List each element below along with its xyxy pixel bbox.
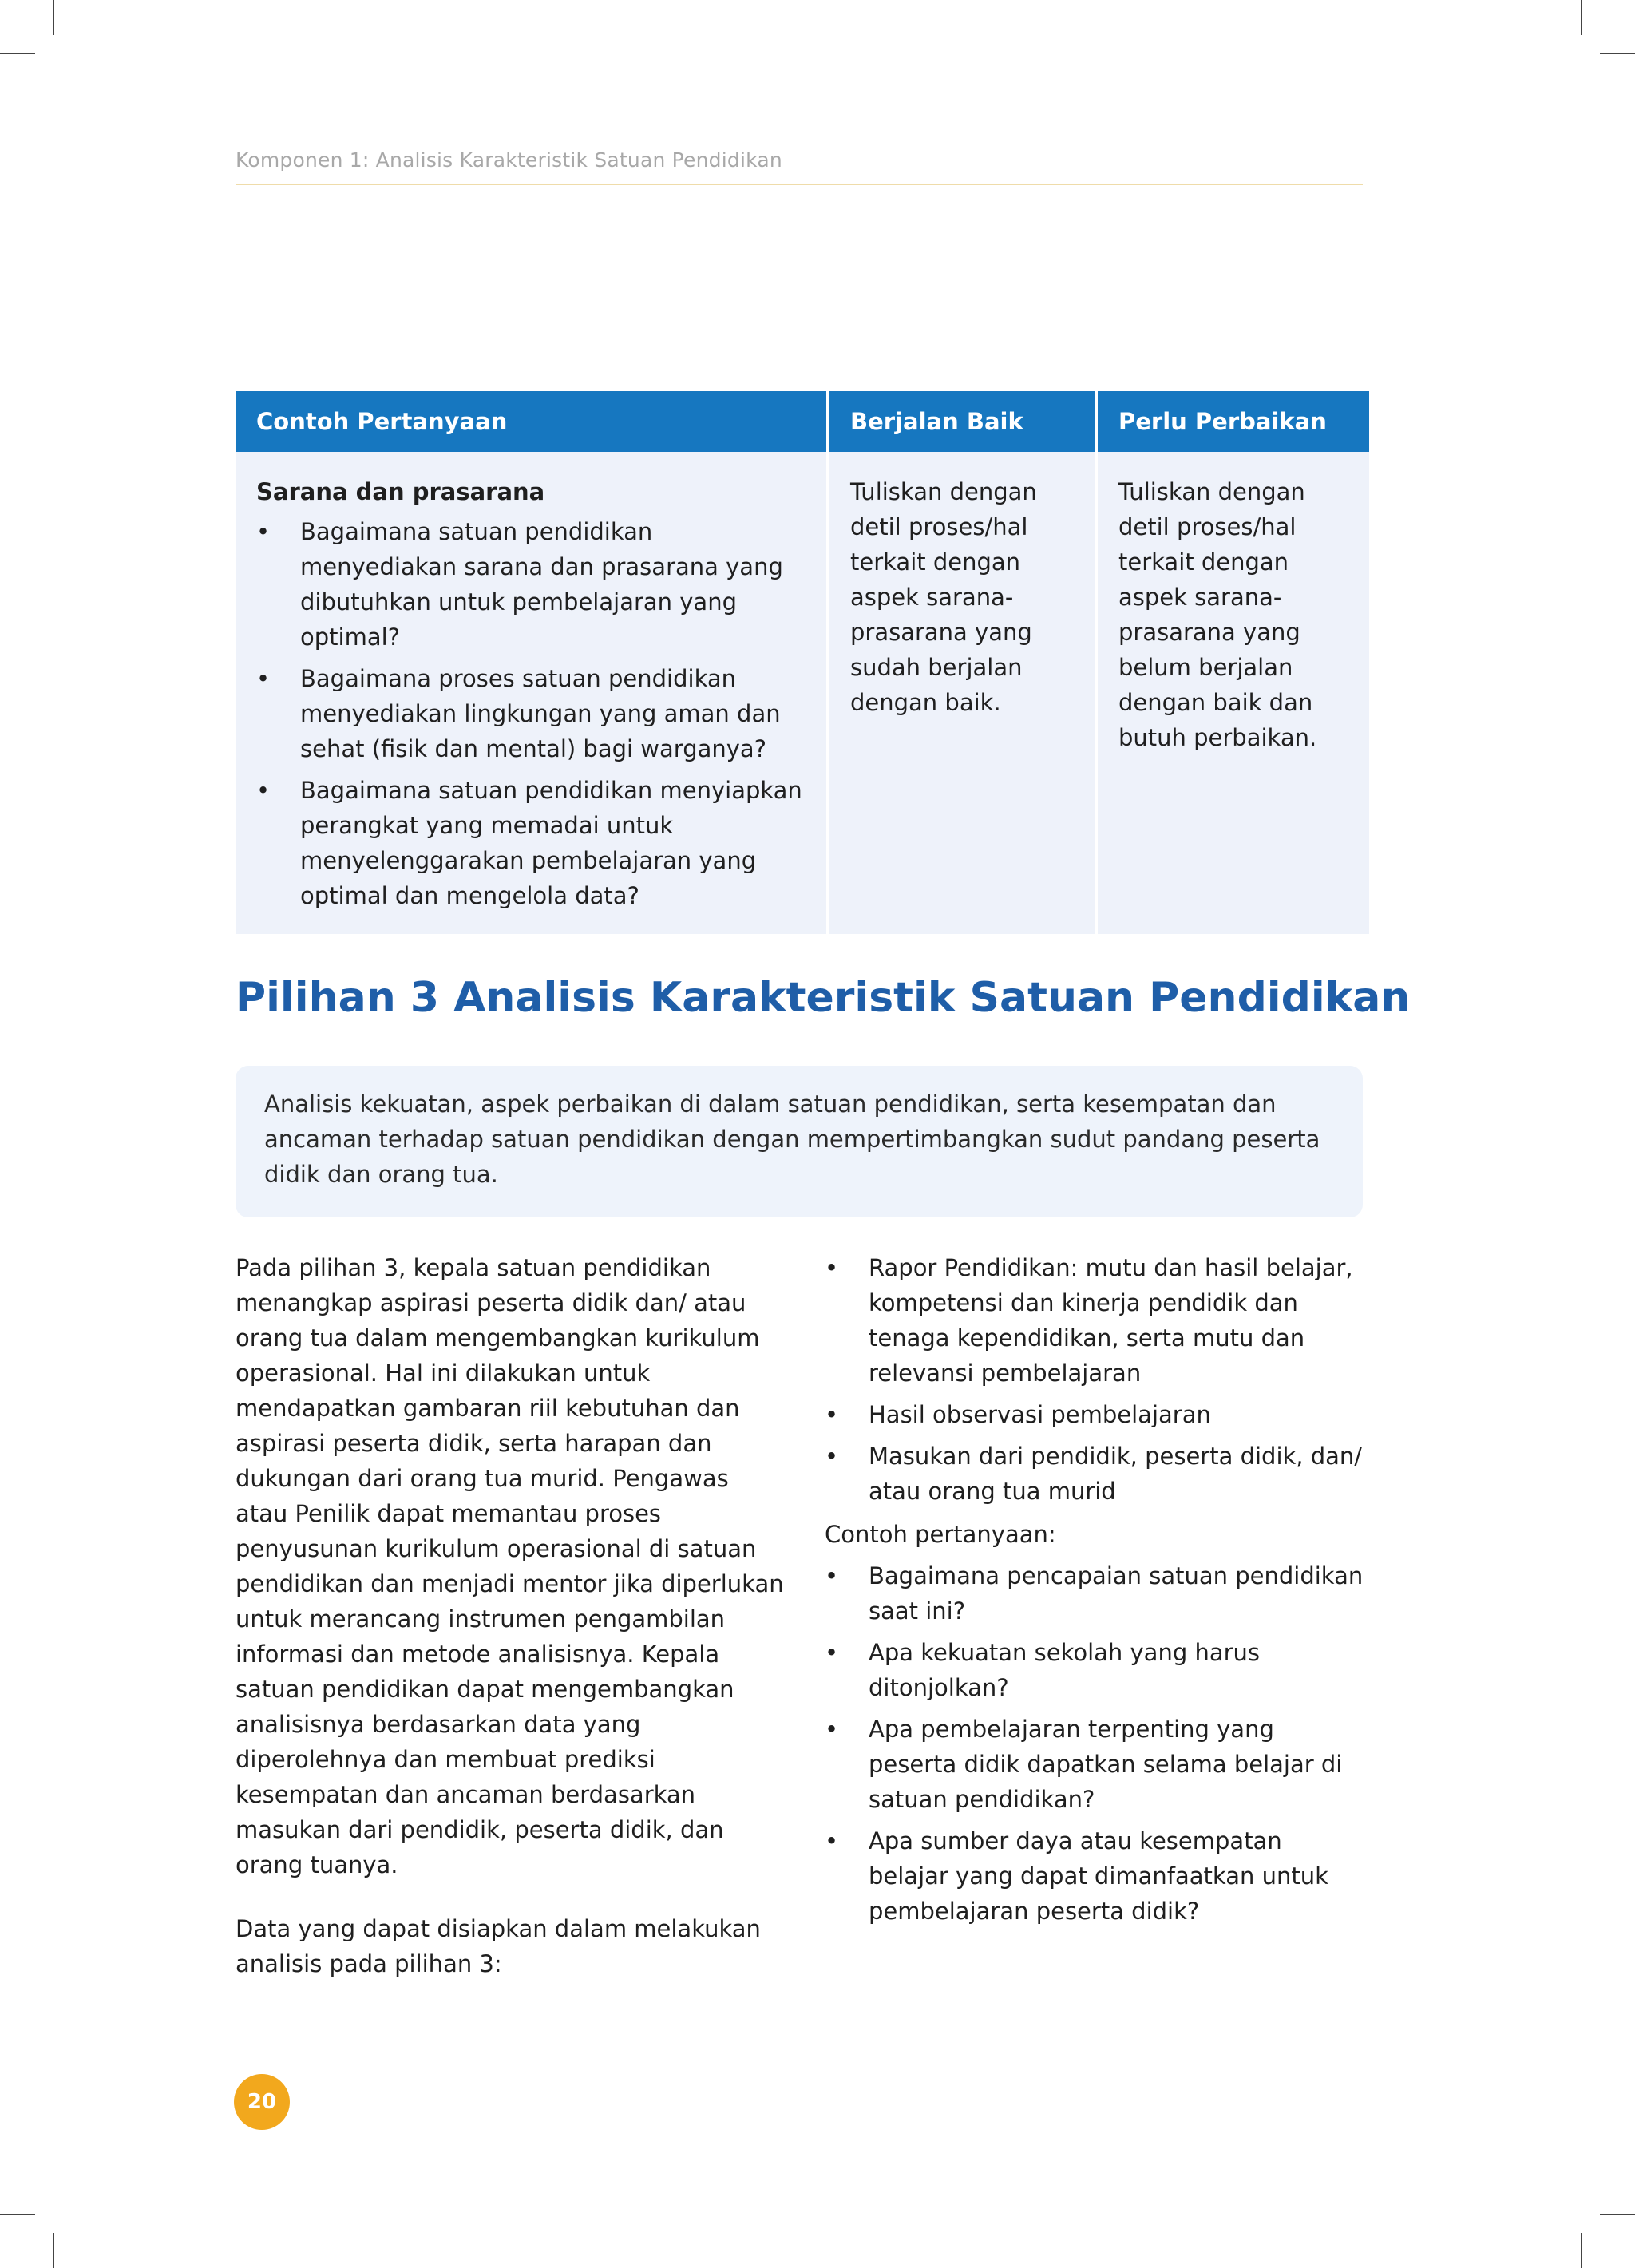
right-column <box>825 1250 1368 1935</box>
section-heading: Pilihan 3 Analisis Karakteristik Satuan Pendidikan <box>236 974 1411 1022</box>
questions-label: Contoh pertanyaan: <box>825 1521 1056 1548</box>
list-item: • Rapor Pendidikan: mutu dan hasil belajar, kompetensi dan kinerja pendidik dan tenaga kependidikan, serta mutu dan relevansi pembelajaran <box>825 1250 1368 1391</box>
body-paragraph: Data yang dapat disiapkan dalam melakukan analisis pada pilihan 3: <box>236 1915 761 1977</box>
list-item: • Apa sumber daya atau kesempatan belajar yang dapat dimanfaatkan untuk pembelajaran peserta didik? <box>825 1823 1368 1929</box>
crop-mark <box>53 2233 54 2268</box>
list-item: • Bagaimana satuan pendidikan menyediakan sarana dan prasarana yang dibutuhkan untuk pembelajaran yang optimal? <box>256 514 806 655</box>
list-item: • Bagaimana proses satuan pendidikan menyediakan lingkungan yang aman dan sehat (fisik dan mental) bagi warganya? <box>256 661 806 766</box>
body-paragraph: Pada pilihan 3, kepala satuan pendidikan menangkap aspirasi peserta didik dan/ atau orang tua dalam mengembangkan kurikulum operasional. Hal ini dilakukan untuk mendapatkan gambaran riil kebutuhan dan aspirasi peserta didik, serta harapan dan dukungan dari orang tua murid. Pengawas atau Penilik dapat memantau proses penyusunan kurikulum operasional di satuan pendidikan dan menjadi mentor jika diperlukan untuk merancang instrumen pengambilan informasi dan metode analisisnya. Kepala satuan pendidikan dapat mengembangkan analisisnya berdasarkan data yang diperolehnya dan membuat prediksi kesempatan dan ancaman berdasarkan masukan dari pendidik, peserta didik, dan orang tuanya. <box>236 1254 784 1878</box>
crop-mark <box>1581 2233 1582 2268</box>
example-questions-table <box>232 391 1372 934</box>
crop-mark <box>1600 2214 1635 2215</box>
callout-box: Analisis kekuatan, aspek perbaikan di dalam satuan pendidikan, serta kesempatan dan ancaman terhadap satuan pendidikan dengan mempertimbangkan sudut pandang peserta didik dan orang tua. <box>236 1066 1363 1217</box>
table-header-row <box>236 391 1369 452</box>
example-questions-list <box>825 1558 1368 1929</box>
running-header: Komponen 1: Analisis Karakteristik Satuan Pendidikan <box>236 148 782 172</box>
column-header-going-well: Berjalan Baik <box>829 391 1095 452</box>
column-header-needs-improvement: Perlu Perbaikan <box>1098 391 1369 452</box>
column-header-questions: Contoh Pertanyaan <box>236 391 826 452</box>
crop-mark <box>0 2214 35 2215</box>
crop-mark <box>53 0 54 35</box>
crop-mark <box>0 53 35 54</box>
list-item: • Hasil observasi pembelajaran <box>825 1397 1368 1432</box>
header-rule <box>236 184 1363 185</box>
list-item: • Apa pembelajaran terpenting yang peserta didik dapatkan selama belajar di satuan pendidikan? <box>825 1712 1368 1817</box>
list-item: • Apa kekuatan sekolah yang harus ditonjolkan? <box>825 1635 1368 1705</box>
page-number-badge: 20 <box>234 2074 290 2130</box>
data-list <box>825 1250 1368 1509</box>
needs-improvement-cell: Tuliskan dengan detil proses/hal terkait dengan aspek sarana-prasarana yang belum berjalan dengan baik dan butuh perbaikan. <box>1098 452 1369 934</box>
crop-mark <box>1581 0 1582 35</box>
list-item: • Bagaimana pencapaian satuan pendidikan saat ini? <box>825 1558 1368 1629</box>
going-well-cell: Tuliskan dengan detil proses/hal terkait dengan aspek sarana-prasarana yang sudah berjalan dengan baik. <box>829 452 1095 934</box>
questions-cell-title: Sarana dan prasarana <box>256 478 545 505</box>
list-item: • Masukan dari pendidik, peserta didik, dan/ atau orang tua murid <box>825 1439 1368 1509</box>
left-column <box>236 1250 786 2010</box>
table-row <box>236 452 1369 934</box>
questions-list <box>256 514 806 913</box>
crop-mark <box>1600 53 1635 54</box>
list-item: • Bagaimana satuan pendidikan menyiapkan perangkat yang memadai untuk menyelenggarakan pembelajaran yang optimal dan mengelola data? <box>256 773 806 913</box>
questions-cell <box>236 452 826 934</box>
